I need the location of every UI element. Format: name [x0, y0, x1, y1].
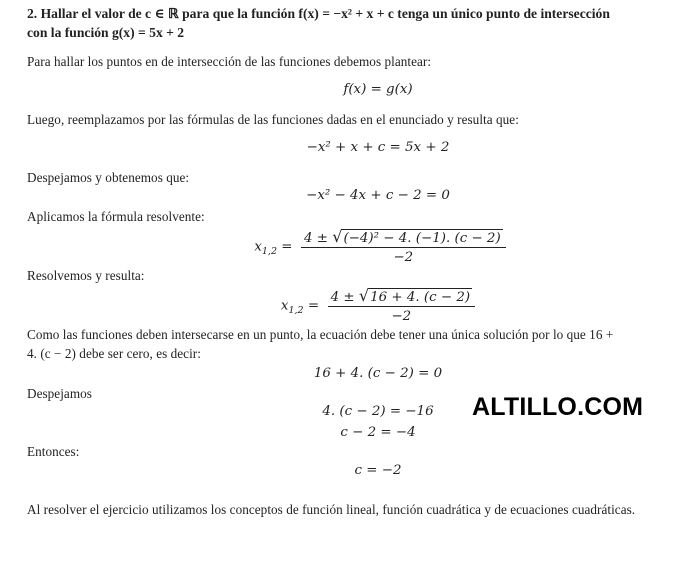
- equation-isolate-1: 4. (c − 2) = −16: [322, 404, 434, 419]
- eq4-radicand: (−4)² − 4. (−1). (c − 2): [343, 231, 501, 246]
- formula-intro-text: Aplicamos la fórmula resolvente:: [27, 209, 205, 224]
- equation-substituted: −x² + x + c = 5x + 2: [306, 140, 450, 155]
- eq4-denominator: −2: [393, 250, 414, 265]
- eq5-fraction: [328, 288, 475, 324]
- eq5-numerator: [328, 288, 475, 307]
- eq5-num-prefix: 4 ±: [330, 290, 359, 305]
- eq4-numerator: [301, 229, 506, 248]
- equation-discriminant-zero: 16 + 4. (c − 2) = 0: [313, 366, 443, 381]
- problem-statement-line1: 2. Hallar el valor de c ∈ ℝ para que la función f(x) = −x² + x + c tenga un único punto de intersección: [27, 6, 610, 21]
- eq4-radical-sign: √: [332, 227, 343, 246]
- equation-isolate-2: c − 2 = −4: [340, 425, 416, 440]
- eq5-equals: =: [303, 298, 324, 314]
- problem-statement-line2: con la función g(x) = 5x + 2: [27, 25, 185, 40]
- equation-result: c = −2: [354, 463, 402, 478]
- conclusion-text: Al resolver el ejercicio utilizamos los conceptos de función lineal, función cuadrática y de ecuaciones cuadráticas.: [27, 502, 636, 517]
- eq5-lhs: x: [280, 298, 289, 314]
- explanation-line2: 4. (c − 2) debe ser cero, es decir:: [27, 346, 201, 361]
- equation-quadratic: −x² − 4x + c − 2 = 0: [306, 188, 450, 203]
- eq5-radicand: 16 + 4. (c − 2): [370, 290, 471, 305]
- watermark-logo: ALTILLO.COM: [472, 393, 644, 421]
- equation-simplified-formula: [28, 288, 700, 324]
- then-text: Entonces:: [27, 444, 80, 459]
- eq4-fraction: [301, 229, 506, 265]
- equation-f-equals-g: f(x) = g(x): [343, 82, 413, 97]
- eq4-lhs: x: [254, 239, 262, 255]
- eq5-denominator: −2: [391, 309, 412, 324]
- eq5-subscript: 1,2: [288, 305, 304, 317]
- replace-text: Luego, reemplazamos por las fórmulas de las funciones dadas en el enunciado y resulta que:: [27, 112, 519, 127]
- clear-text: Despejamos: [27, 386, 92, 401]
- eq4-num-prefix: 4 ±: [303, 231, 333, 246]
- eq5-radical-sign: √: [358, 286, 370, 305]
- eq4-equals: =: [276, 239, 297, 255]
- eq4-subscript: 1,2: [261, 246, 277, 258]
- isolate-text: Despejamos y obtenemos que:: [27, 170, 190, 185]
- equation-quadratic-formula: [30, 229, 700, 265]
- explanation-line1: Como las funciones deben intersecarse en un punto, la ecuación debe tener una única solución por lo que 16 +: [27, 327, 614, 342]
- resolve-text: Resolvemos y resulta:: [27, 268, 145, 283]
- intro-text: Para hallar los puntos en de intersección de las funciones debemos plantear:: [27, 54, 432, 69]
